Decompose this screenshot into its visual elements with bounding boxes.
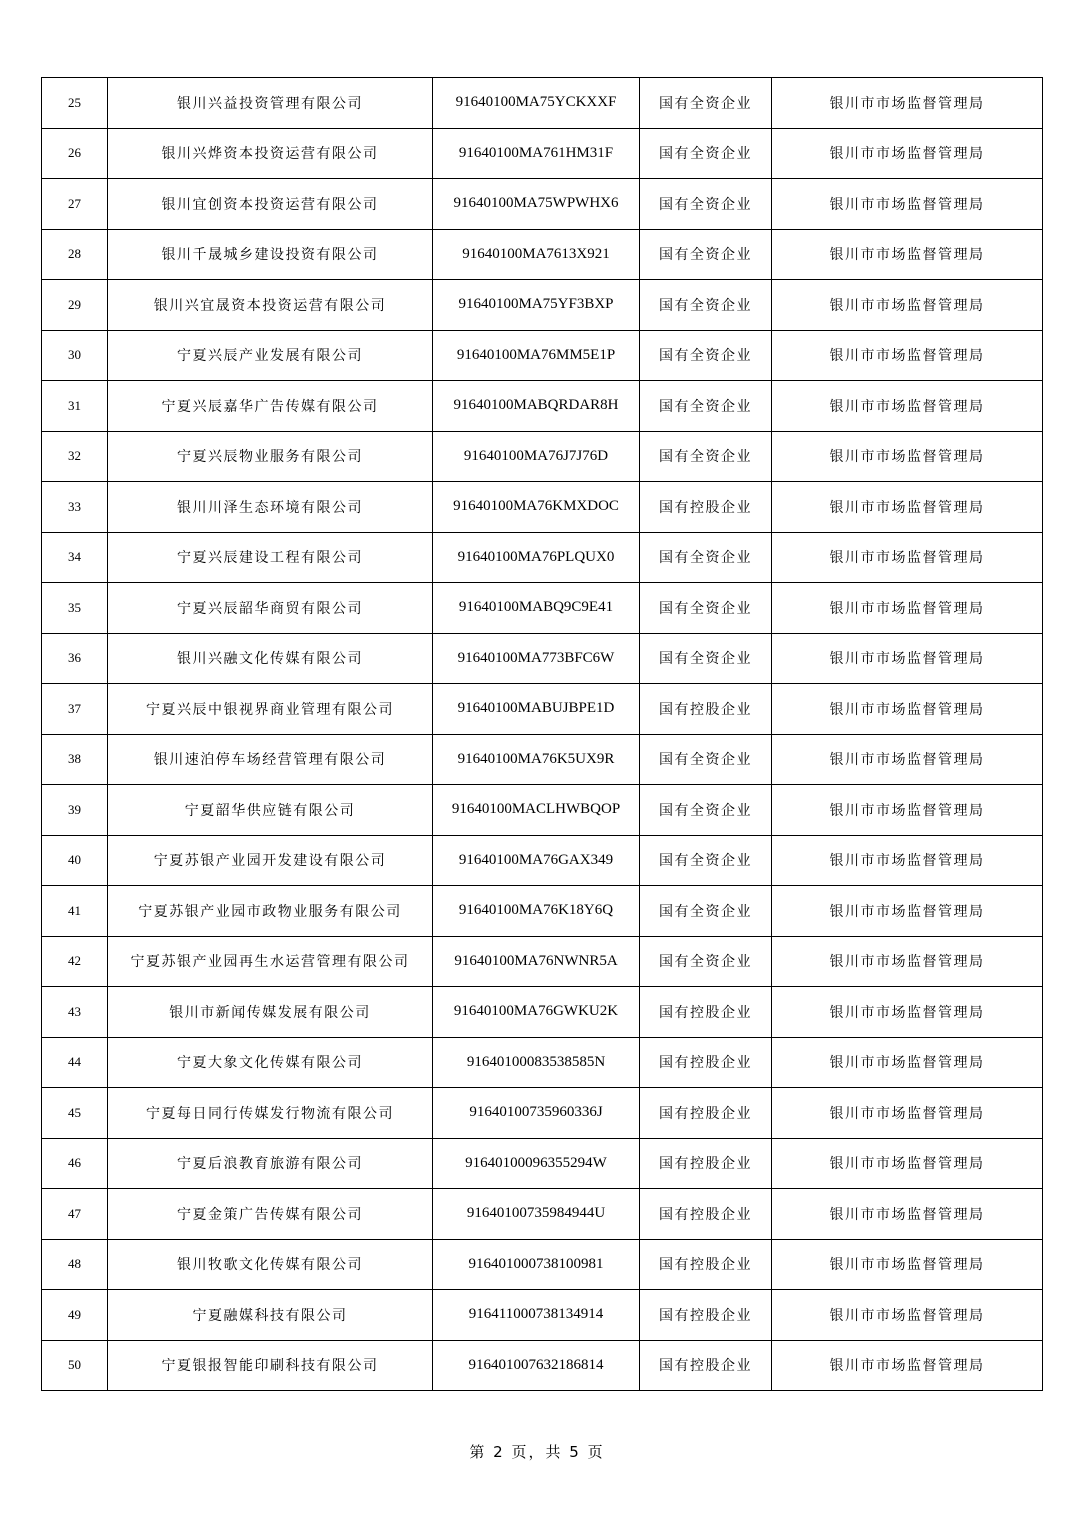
credit-code-cell: 91640100MA76K18Y6Q: [433, 886, 640, 937]
row-number-cell: 40: [42, 835, 108, 886]
enterprise-type-cell: 国有控股企业: [640, 1189, 772, 1240]
row-number-cell: 25: [42, 78, 108, 129]
table-row: [42, 734, 1043, 785]
registration-authority-cell: 银川市市场监督管理局: [772, 179, 1043, 230]
company-name-cell: 宁夏兴辰产业发展有限公司: [108, 330, 433, 381]
registration-authority-cell: 银川市市场监督管理局: [772, 785, 1043, 836]
company-name-cell: 银川市新闻传媒发展有限公司: [108, 987, 433, 1038]
company-name-cell: 宁夏兴辰建设工程有限公司: [108, 532, 433, 583]
credit-code-cell: 91640100MA76GAX349: [433, 835, 640, 886]
table-row: [42, 381, 1043, 432]
credit-code-cell: 91640100MA76KMXDOC: [433, 482, 640, 533]
company-name-cell: 银川牧歌文化传媒有限公司: [108, 1239, 433, 1290]
table-row: [42, 1239, 1043, 1290]
row-number-cell: 45: [42, 1088, 108, 1139]
table-row: [42, 431, 1043, 482]
credit-code-cell: 91640100MA75YCKXXF: [433, 78, 640, 129]
credit-code-cell: 916401007632186814: [433, 1340, 640, 1391]
enterprise-type-cell: 国有全资企业: [640, 229, 772, 280]
enterprise-type-cell: 国有控股企业: [640, 1290, 772, 1341]
credit-code-cell: 91640100MA75YF3BXP: [433, 280, 640, 331]
company-name-cell: 银川速泊停车场经营管理有限公司: [108, 734, 433, 785]
table-row: [42, 633, 1043, 684]
enterprise-type-cell: 国有控股企业: [640, 1239, 772, 1290]
registration-authority-cell: 银川市市场监督管理局: [772, 229, 1043, 280]
enterprise-type-cell: 国有全资企业: [640, 381, 772, 432]
table-row: [42, 128, 1043, 179]
registration-authority-cell: 银川市市场监督管理局: [772, 734, 1043, 785]
registration-authority-cell: 银川市市场监督管理局: [772, 835, 1043, 886]
company-name-cell: 银川兴烨资本投资运营有限公司: [108, 128, 433, 179]
enterprise-type-cell: 国有全资企业: [640, 179, 772, 230]
enterprise-type-cell: 国有控股企业: [640, 987, 772, 1038]
row-number-cell: 37: [42, 684, 108, 735]
credit-code-cell: 916411000738134914: [433, 1290, 640, 1341]
enterprise-type-cell: 国有控股企业: [640, 1088, 772, 1139]
credit-code-cell: 91640100MA773BFC6W: [433, 633, 640, 684]
company-name-cell: 宁夏后浪教育旅游有限公司: [108, 1138, 433, 1189]
company-name-cell: 银川川泽生态环境有限公司: [108, 482, 433, 533]
registration-authority-cell: 银川市市场监督管理局: [772, 1088, 1043, 1139]
enterprise-type-cell: 国有控股企业: [640, 482, 772, 533]
row-number-cell: 32: [42, 431, 108, 482]
row-number-cell: 49: [42, 1290, 108, 1341]
registration-authority-cell: 银川市市场监督管理局: [772, 1138, 1043, 1189]
enterprise-type-cell: 国有控股企业: [640, 684, 772, 735]
registration-authority-cell: 银川市市场监督管理局: [772, 78, 1043, 129]
company-name-cell: 银川兴融文化传媒有限公司: [108, 633, 433, 684]
registration-authority-cell: 银川市市场监督管理局: [772, 936, 1043, 987]
enterprise-type-cell: 国有全资企业: [640, 936, 772, 987]
row-number-cell: 39: [42, 785, 108, 836]
registration-authority-cell: 银川市市场监督管理局: [772, 987, 1043, 1038]
enterprise-type-cell: 国有全资企业: [640, 886, 772, 937]
company-name-cell: 宁夏兴辰韶华商贸有限公司: [108, 583, 433, 634]
row-number-cell: 35: [42, 583, 108, 634]
credit-code-cell: 91640100MA76PLQUX0: [433, 532, 640, 583]
enterprise-type-cell: 国有全资企业: [640, 330, 772, 381]
enterprise-type-cell: 国有控股企业: [640, 1138, 772, 1189]
enterprise-type-cell: 国有控股企业: [640, 1340, 772, 1391]
table-row: [42, 229, 1043, 280]
table-row: [42, 179, 1043, 230]
row-number-cell: 47: [42, 1189, 108, 1240]
credit-code-cell: 91640100MA76MM5E1P: [433, 330, 640, 381]
company-name-cell: 宁夏兴辰嘉华广告传媒有限公司: [108, 381, 433, 432]
row-number-cell: 30: [42, 330, 108, 381]
enterprise-type-cell: 国有全资企业: [640, 734, 772, 785]
company-name-cell: 银川千晟城乡建设投资有限公司: [108, 229, 433, 280]
company-name-cell: 宁夏金策广告传媒有限公司: [108, 1189, 433, 1240]
credit-code-cell: 91640100735984944U: [433, 1189, 640, 1240]
registration-authority-cell: 银川市市场监督管理局: [772, 1340, 1043, 1391]
credit-code-cell: 91640100MA75WPWHX6: [433, 179, 640, 230]
registration-authority-cell: 银川市市场监督管理局: [772, 1037, 1043, 1088]
company-name-cell: 银川兴宜晟资本投资运营有限公司: [108, 280, 433, 331]
row-number-cell: 38: [42, 734, 108, 785]
table-row: [42, 532, 1043, 583]
row-number-cell: 33: [42, 482, 108, 533]
registration-authority-cell: 银川市市场监督管理局: [772, 1189, 1043, 1240]
table-row: [42, 1189, 1043, 1240]
registration-authority-cell: 银川市市场监督管理局: [772, 633, 1043, 684]
credit-code-cell: 91640100MACLHWBQOP: [433, 785, 640, 836]
table-row: [42, 330, 1043, 381]
enterprise-table: [41, 77, 1043, 1391]
credit-code-cell: 91640100735960336J: [433, 1088, 640, 1139]
credit-code-cell: 91640100096355294W: [433, 1138, 640, 1189]
company-name-cell: 宁夏银报智能印刷科技有限公司: [108, 1340, 433, 1391]
table-row: [42, 1290, 1043, 1341]
registration-authority-cell: 银川市市场监督管理局: [772, 886, 1043, 937]
row-number-cell: 44: [42, 1037, 108, 1088]
table-row: [42, 987, 1043, 1038]
company-name-cell: 宁夏苏银产业园再生水运营管理有限公司: [108, 936, 433, 987]
company-name-cell: 宁夏每日同行传媒发行物流有限公司: [108, 1088, 433, 1139]
table-row: [42, 1138, 1043, 1189]
company-name-cell: 宁夏苏银产业园市政物业服务有限公司: [108, 886, 433, 937]
credit-code-cell: 91640100MABQRDAR8H: [433, 381, 640, 432]
table-row: [42, 684, 1043, 735]
registration-authority-cell: 银川市市场监督管理局: [772, 482, 1043, 533]
row-number-cell: 43: [42, 987, 108, 1038]
enterprise-type-cell: 国有全资企业: [640, 280, 772, 331]
row-number-cell: 31: [42, 381, 108, 432]
row-number-cell: 34: [42, 532, 108, 583]
company-name-cell: 银川宜创资本投资运营有限公司: [108, 179, 433, 230]
credit-code-cell: 916401000738100981: [433, 1239, 640, 1290]
registration-authority-cell: 银川市市场监督管理局: [772, 128, 1043, 179]
page-number: 第 2 页，共 5 页: [469, 1443, 605, 1461]
table-row: [42, 78, 1043, 129]
row-number-cell: 27: [42, 179, 108, 230]
enterprise-type-cell: 国有全资企业: [640, 431, 772, 482]
enterprise-type-cell: 国有全资企业: [640, 78, 772, 129]
enterprise-type-cell: 国有全资企业: [640, 583, 772, 634]
registration-authority-cell: 银川市市场监督管理局: [772, 532, 1043, 583]
company-name-cell: 银川兴益投资管理有限公司: [108, 78, 433, 129]
registration-authority-cell: 银川市市场监督管理局: [772, 1290, 1043, 1341]
credit-code-cell: 91640100MABUJBPE1D: [433, 684, 640, 735]
credit-code-cell: 91640100MA76J7J76D: [433, 431, 640, 482]
row-number-cell: 28: [42, 229, 108, 280]
enterprise-type-cell: 国有全资企业: [640, 785, 772, 836]
credit-code-cell: 91640100MA7613X921: [433, 229, 640, 280]
enterprise-type-cell: 国有控股企业: [640, 1037, 772, 1088]
enterprise-type-cell: 国有全资企业: [640, 633, 772, 684]
enterprise-type-cell: 国有全资企业: [640, 835, 772, 886]
company-name-cell: 宁夏大象文化传媒有限公司: [108, 1037, 433, 1088]
company-name-cell: 宁夏兴辰中银视界商业管理有限公司: [108, 684, 433, 735]
credit-code-cell: 91640100083538585N: [433, 1037, 640, 1088]
table-row: [42, 280, 1043, 331]
table-row: [42, 886, 1043, 937]
table-row: [42, 1037, 1043, 1088]
registration-authority-cell: 银川市市场监督管理局: [772, 583, 1043, 634]
credit-code-cell: 91640100MA76NWNR5A: [433, 936, 640, 987]
registration-authority-cell: 银川市市场监督管理局: [772, 431, 1043, 482]
table-row: [42, 1340, 1043, 1391]
registration-authority-cell: 银川市市场监督管理局: [772, 381, 1043, 432]
registration-authority-cell: 银川市市场监督管理局: [772, 280, 1043, 331]
registration-authority-cell: 银川市市场监督管理局: [772, 684, 1043, 735]
table-row: [42, 785, 1043, 836]
table-row: [42, 482, 1043, 533]
company-name-cell: 宁夏韶华供应链有限公司: [108, 785, 433, 836]
row-number-cell: 46: [42, 1138, 108, 1189]
row-number-cell: 41: [42, 886, 108, 937]
enterprise-table-body: [42, 78, 1043, 1391]
credit-code-cell: 91640100MA761HM31F: [433, 128, 640, 179]
registration-authority-cell: 银川市市场监督管理局: [772, 330, 1043, 381]
row-number-cell: 48: [42, 1239, 108, 1290]
table-row: [42, 1088, 1043, 1139]
row-number-cell: 29: [42, 280, 108, 331]
credit-code-cell: 91640100MA76K5UX9R: [433, 734, 640, 785]
company-name-cell: 宁夏苏银产业园开发建设有限公司: [108, 835, 433, 886]
enterprise-type-cell: 国有全资企业: [640, 128, 772, 179]
table-row: [42, 936, 1043, 987]
row-number-cell: 36: [42, 633, 108, 684]
registration-authority-cell: 银川市市场监督管理局: [772, 1239, 1043, 1290]
company-name-cell: 宁夏融媒科技有限公司: [108, 1290, 433, 1341]
row-number-cell: 50: [42, 1340, 108, 1391]
credit-code-cell: 91640100MA76GWKU2K: [433, 987, 640, 1038]
row-number-cell: 42: [42, 936, 108, 987]
company-name-cell: 宁夏兴辰物业服务有限公司: [108, 431, 433, 482]
table-row: [42, 583, 1043, 634]
table-row: [42, 835, 1043, 886]
enterprise-type-cell: 国有全资企业: [640, 532, 772, 583]
credit-code-cell: 91640100MABQ9C9E41: [433, 583, 640, 634]
row-number-cell: 26: [42, 128, 108, 179]
